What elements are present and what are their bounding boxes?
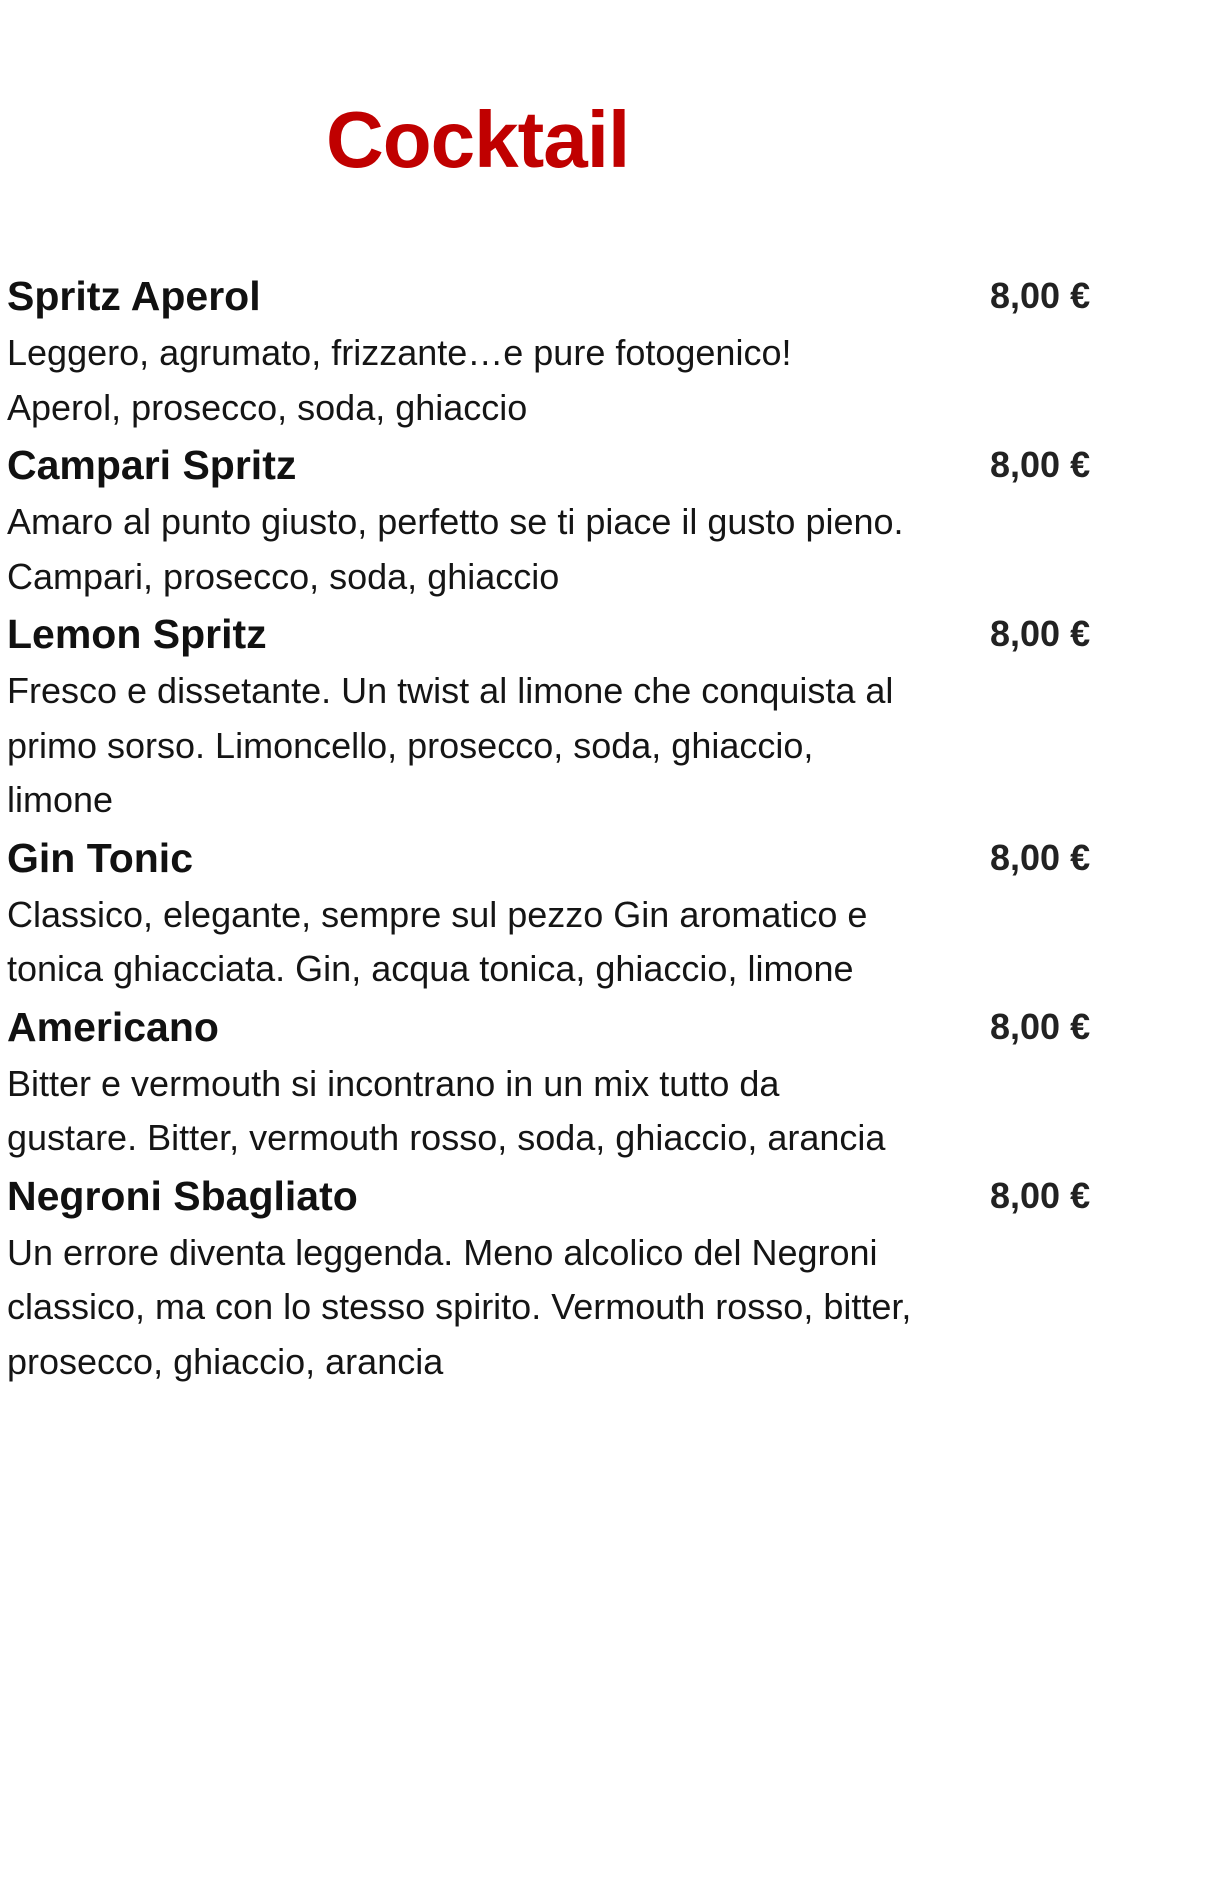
item-description: Leggero, agrumato, frizzante…e pure fotogenico! Aperol, prosecco, soda, ghiaccio xyxy=(7,332,792,428)
menu-item-lemon-spritz xyxy=(7,604,1097,828)
item-name: Americano xyxy=(7,1003,219,1050)
item-price: 8,00 € xyxy=(990,1174,1091,1216)
item-description: Bitter e vermouth si incontrano in un mix tutto da gustare. Bitter, vermouth rosso, soda, ghiaccio, arancia xyxy=(7,1062,886,1158)
item-name: Campari Spritz xyxy=(7,442,297,488)
item-description: Un errore diventa leggenda. Meno alcolico del Negroni classico, ma con lo stesso spirito. Vermouth rosso, bitter, prosecco, ghiaccio, arancia xyxy=(7,1231,912,1382)
item-name: Lemon Spritz xyxy=(7,611,267,657)
item-price: 8,00 € xyxy=(990,1005,1091,1047)
item-price: 8,00 € xyxy=(990,613,1091,654)
item-name: Gin Tonic xyxy=(7,834,194,881)
page-title: Cocktail xyxy=(326,95,630,184)
item-name: Negroni Sbagliato xyxy=(7,1172,358,1219)
item-name: Spritz Aperol xyxy=(7,273,261,319)
item-description: Amaro al punto giusto, perfetto se ti piace il gusto pieno. Campari, prosecco, soda, ghiaccio xyxy=(7,501,904,597)
menu-item-spritz-aperol xyxy=(7,266,1097,435)
item-description: Fresco e dissetante. Un twist al limone che conquista al primo sorso. Limoncello, prosecco, soda, ghiaccio, limone xyxy=(7,670,894,820)
menu-item-gin-tonic xyxy=(7,828,1097,997)
item-price: 8,00 € xyxy=(990,836,1091,878)
menu-item-americano xyxy=(7,997,1097,1166)
item-price: 8,00 € xyxy=(990,275,1091,316)
menu-item-campari-spritz xyxy=(7,435,1097,604)
item-price: 8,00 € xyxy=(990,444,1091,485)
cocktail-menu xyxy=(7,266,1097,1389)
item-description: Classico, elegante, sempre sul pezzo Gin aromatico e tonica ghiacciata. Gin, acqua tonica, ghiaccio, limone xyxy=(7,893,868,989)
menu-item-negroni-sbagliato xyxy=(7,1166,1097,1390)
